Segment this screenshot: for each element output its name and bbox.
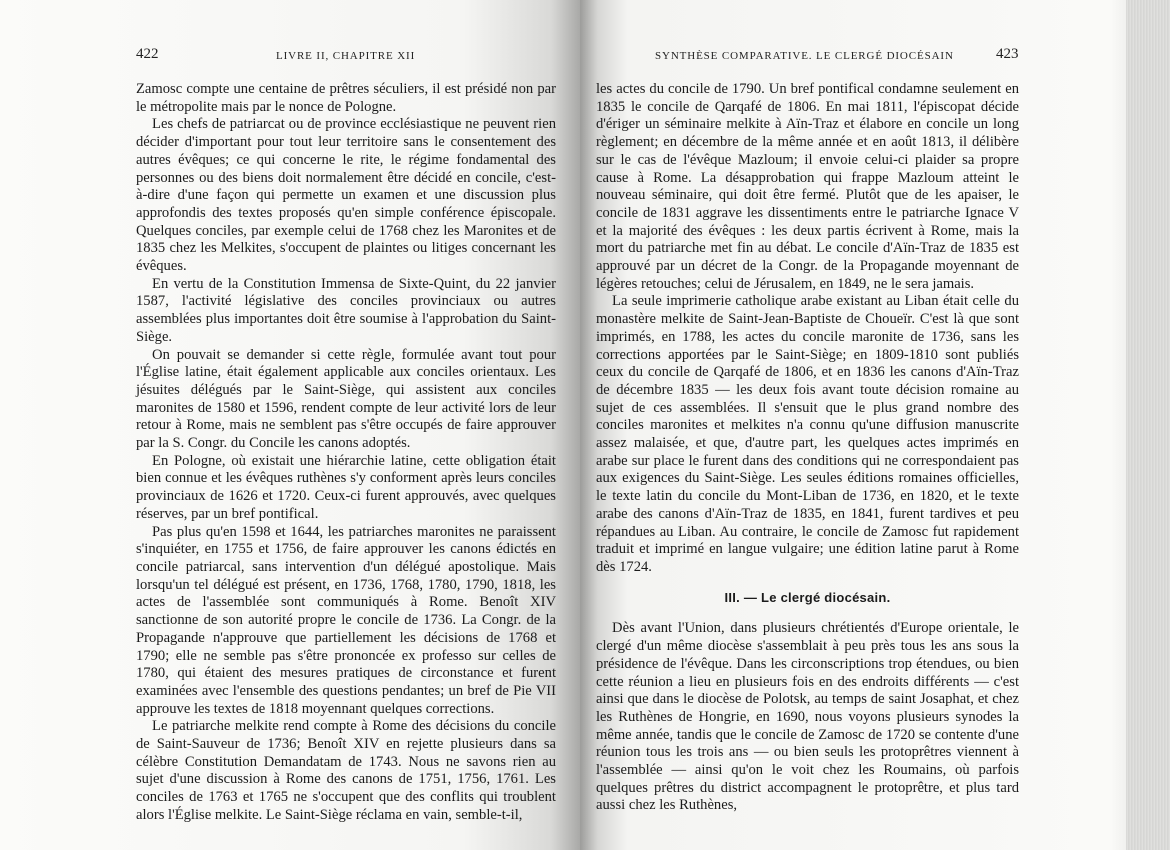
paragraph: En Pologne, où existait une hiérarchie latine, cette obligation était bien connue et les évêques ruthènes s'y conforment après leurs conciles provinciaux de 1626 et 1720. Ceux-ci furent approuvés, avec quelques réserves, par un bref pontifical. — [136, 452, 556, 522]
paragraph: Dès avant l'Union, dans plusieurs chrétientés d'Europe orientale, le clergé d'un même diocèse s'assemblait à peu près tous les ans sous la présidence de l'évêque. Dans les circonscriptions trop étendues, ou bien cette réunion a lieu en plusieurs fois en des endroits différents — c'est ainsi que dans le diocèse de Polotsk, au temps de saint Josaphat, et chez les Ruthènes de Hongrie, en 1690, nous voyons plusieurs synodes la même année, tandis que le concile de Zamosc de 1720 se contente d'une réunion tous les trois ans — ou bien seuls les protoprêtres viennent à l'assemblée — ainsi qu'on le voit chez les Roumains, où parfois quelques prêtres du district accompagnent le protoprêtre, et plus tard aussi chez les Ruthènes, — [596, 620, 1019, 814]
left-page — [0, 0, 580, 850]
paragraph: les actes du concile de 1790. Un bref pontifical condamne seulement en 1835 le concile de Qarqafé de 1806. En mai 1811, l'épiscopat décide d'ériger un séminaire melkite à Aïn-Traz et élabore en concile un long règlement; en décembre de la même année et en août 1813, il délibère sur le cas de l'évêque Mazloum; il envoie celui-ci plaider sa propre cause à Rome. La désapprobation qui frappe Mazloum atteint le nouveau séminaire, qui doit être fermé. Plutôt que de les apaiser, le concile de 1831 aggrave les dissentiments entre le patriarche Ignace V et la majorité des évêques : les deux partis écrivent à Rome, mais la mort du patriarche met fin au débat. Le concile d'Aïn-Traz de 1835 est approuvé par un décret de la Congr. de la Propagande moyennant de légères retouches; celui de Jérusalem, en 1849, ne le sera jamais. — [596, 81, 1019, 292]
paragraph: La seule imprimerie catholique arabe existant au Liban était celle du monastère melkite de Saint-Jean-Baptiste de Choueïr. C'est là que sont imprimés, en 1788, les actes du concile maronite de 1736, sans les corrections apportées par le Saint-Siège; en 1809-1810 sont publiés ceux du concile de Qarqafé de 1806, et en 1836 les canons d'Aïn-Traz de décembre 1835 — les deux fois avant toute décision romaine au sujet de ces assemblées. Il s'ensuit que le plus grand nombre des conciles maronites et melkites n'a connu qu'une diffusion manuscrite assez malaisée, et que, d'autre part, les quelques actes imprimés en arabe sur place le furent dans des conditions qui ne correspondaient pas aux exigences du Saint-Siège. Les seules éditions romaines officielles, le texte latin du concile du Mont-Liban de 1736, en 1820, et le texte arabe des canons d'Aïn-Traz de 1835, en 1841, furent tardives et peu répandues au Liban. Au contraire, le concile de Zamosc fut rapidement traduit et imprimé en langue vulgaire; une édition latine parut à Rome dès 1724. — [596, 293, 1019, 575]
running-head: SYNTHÈSE COMPARATIVE. LE CLERGÉ DIOCÉSAIN — [655, 50, 954, 62]
page-number: 423 — [996, 46, 1019, 62]
paragraph: Les chefs de patriarcat ou de province ecclésiastique ne peuvent rien décider d'important pour tout leur territoire sans le consentement des autres évêques; ce qui concerne le rite, le régime fondamental des personnes ou des biens doit normalement être décidé en concile, c'est-à-dire d'une façon qui permette un examen et une discussion plus approfondis des textes proposés qu'en simple conférence épiscopale. Quelques conciles, par exemple celui de 1768 chez les Maronites et de 1835 chez les Melkites, s'occupent de plaintes ou litiges concernant les évêques. — [136, 116, 556, 275]
paragraph: On pouvait se demander si cette règle, formulée avant tout pour l'Église latine, était également applicable aux conciles orientaux. Les jésuites délégués par le Saint-Siège, qui assistent aux conciles maronites de 1580 et 1596, rendent compte de leur activité lors de leur retour à Rome, mais ne semblent pas s'être occupés de faire approuver par la S. Congr. du Concile les canons adoptés. — [136, 346, 556, 452]
paragraph: En vertu de la Constitution Immensa de Sixte-Quint, du 22 janvier 1587, l'activité législative des conciles provinciaux ou autres assemblées plus importantes doit être soumise à l'approbation du Saint-Siège. — [136, 275, 556, 345]
paragraph: Le patriarche melkite rend compte à Rome des décisions du concile de Saint-Sauveur de 1736; Benoît XIV en rejette plusieurs dans sa célèbre Constitution Demandatam de 1743. Nous ne savons rien au sujet d'une discussion à Rome des canons de 1751, 1756, 1761. Les conciles de 1763 et 1765 ne s'occupent que des conflits qui troublent alors l'Église melkite. Le Saint-Siège réclama en vain, semble-t-il, — [136, 718, 556, 823]
right-page — [580, 0, 1170, 850]
paragraph: Zamosc compte une centaine de prêtres séculiers, il est présidé non par le métropolite mais par le nonce de Pologne. — [136, 81, 556, 115]
section-heading: III. — Le clergé diocésain. — [724, 589, 891, 605]
right-body-text — [596, 81, 1019, 815]
page-number: 422 — [136, 46, 159, 62]
paragraph: Pas plus qu'en 1598 et 1644, les patriarches maronites ne paraissent s'inquiéter, en 1755 et 1756, de faire approuver les canons édictés en concile patriarcal, sans intervention d'un délégué apostolique. Mais lorsqu'un tel délégué est présent, en 1736, 1768, 1780, 1790, 1818, les actes de l'assemblée sont communiqués à Rome. Benoît XIV sanctionne de son autorité propre le concile de 1736. La Congr. de la Propagande n'approuve que partiellement les décisions de 1768 et 1790; elle ne semble pas s'être prononcée ex professo sur celles de 1780, qui étaient des mesures pratiques de circonstance et furent examinées avec l'ensemble des questions pendantes; un bref de Pie VII approuve les textes de 1818 moyennant quelques corrections. — [136, 523, 556, 717]
running-head: LIVRE II, CHAPITRE XII — [276, 50, 416, 62]
page-edges — [1126, 0, 1170, 850]
left-body-text — [136, 81, 556, 825]
